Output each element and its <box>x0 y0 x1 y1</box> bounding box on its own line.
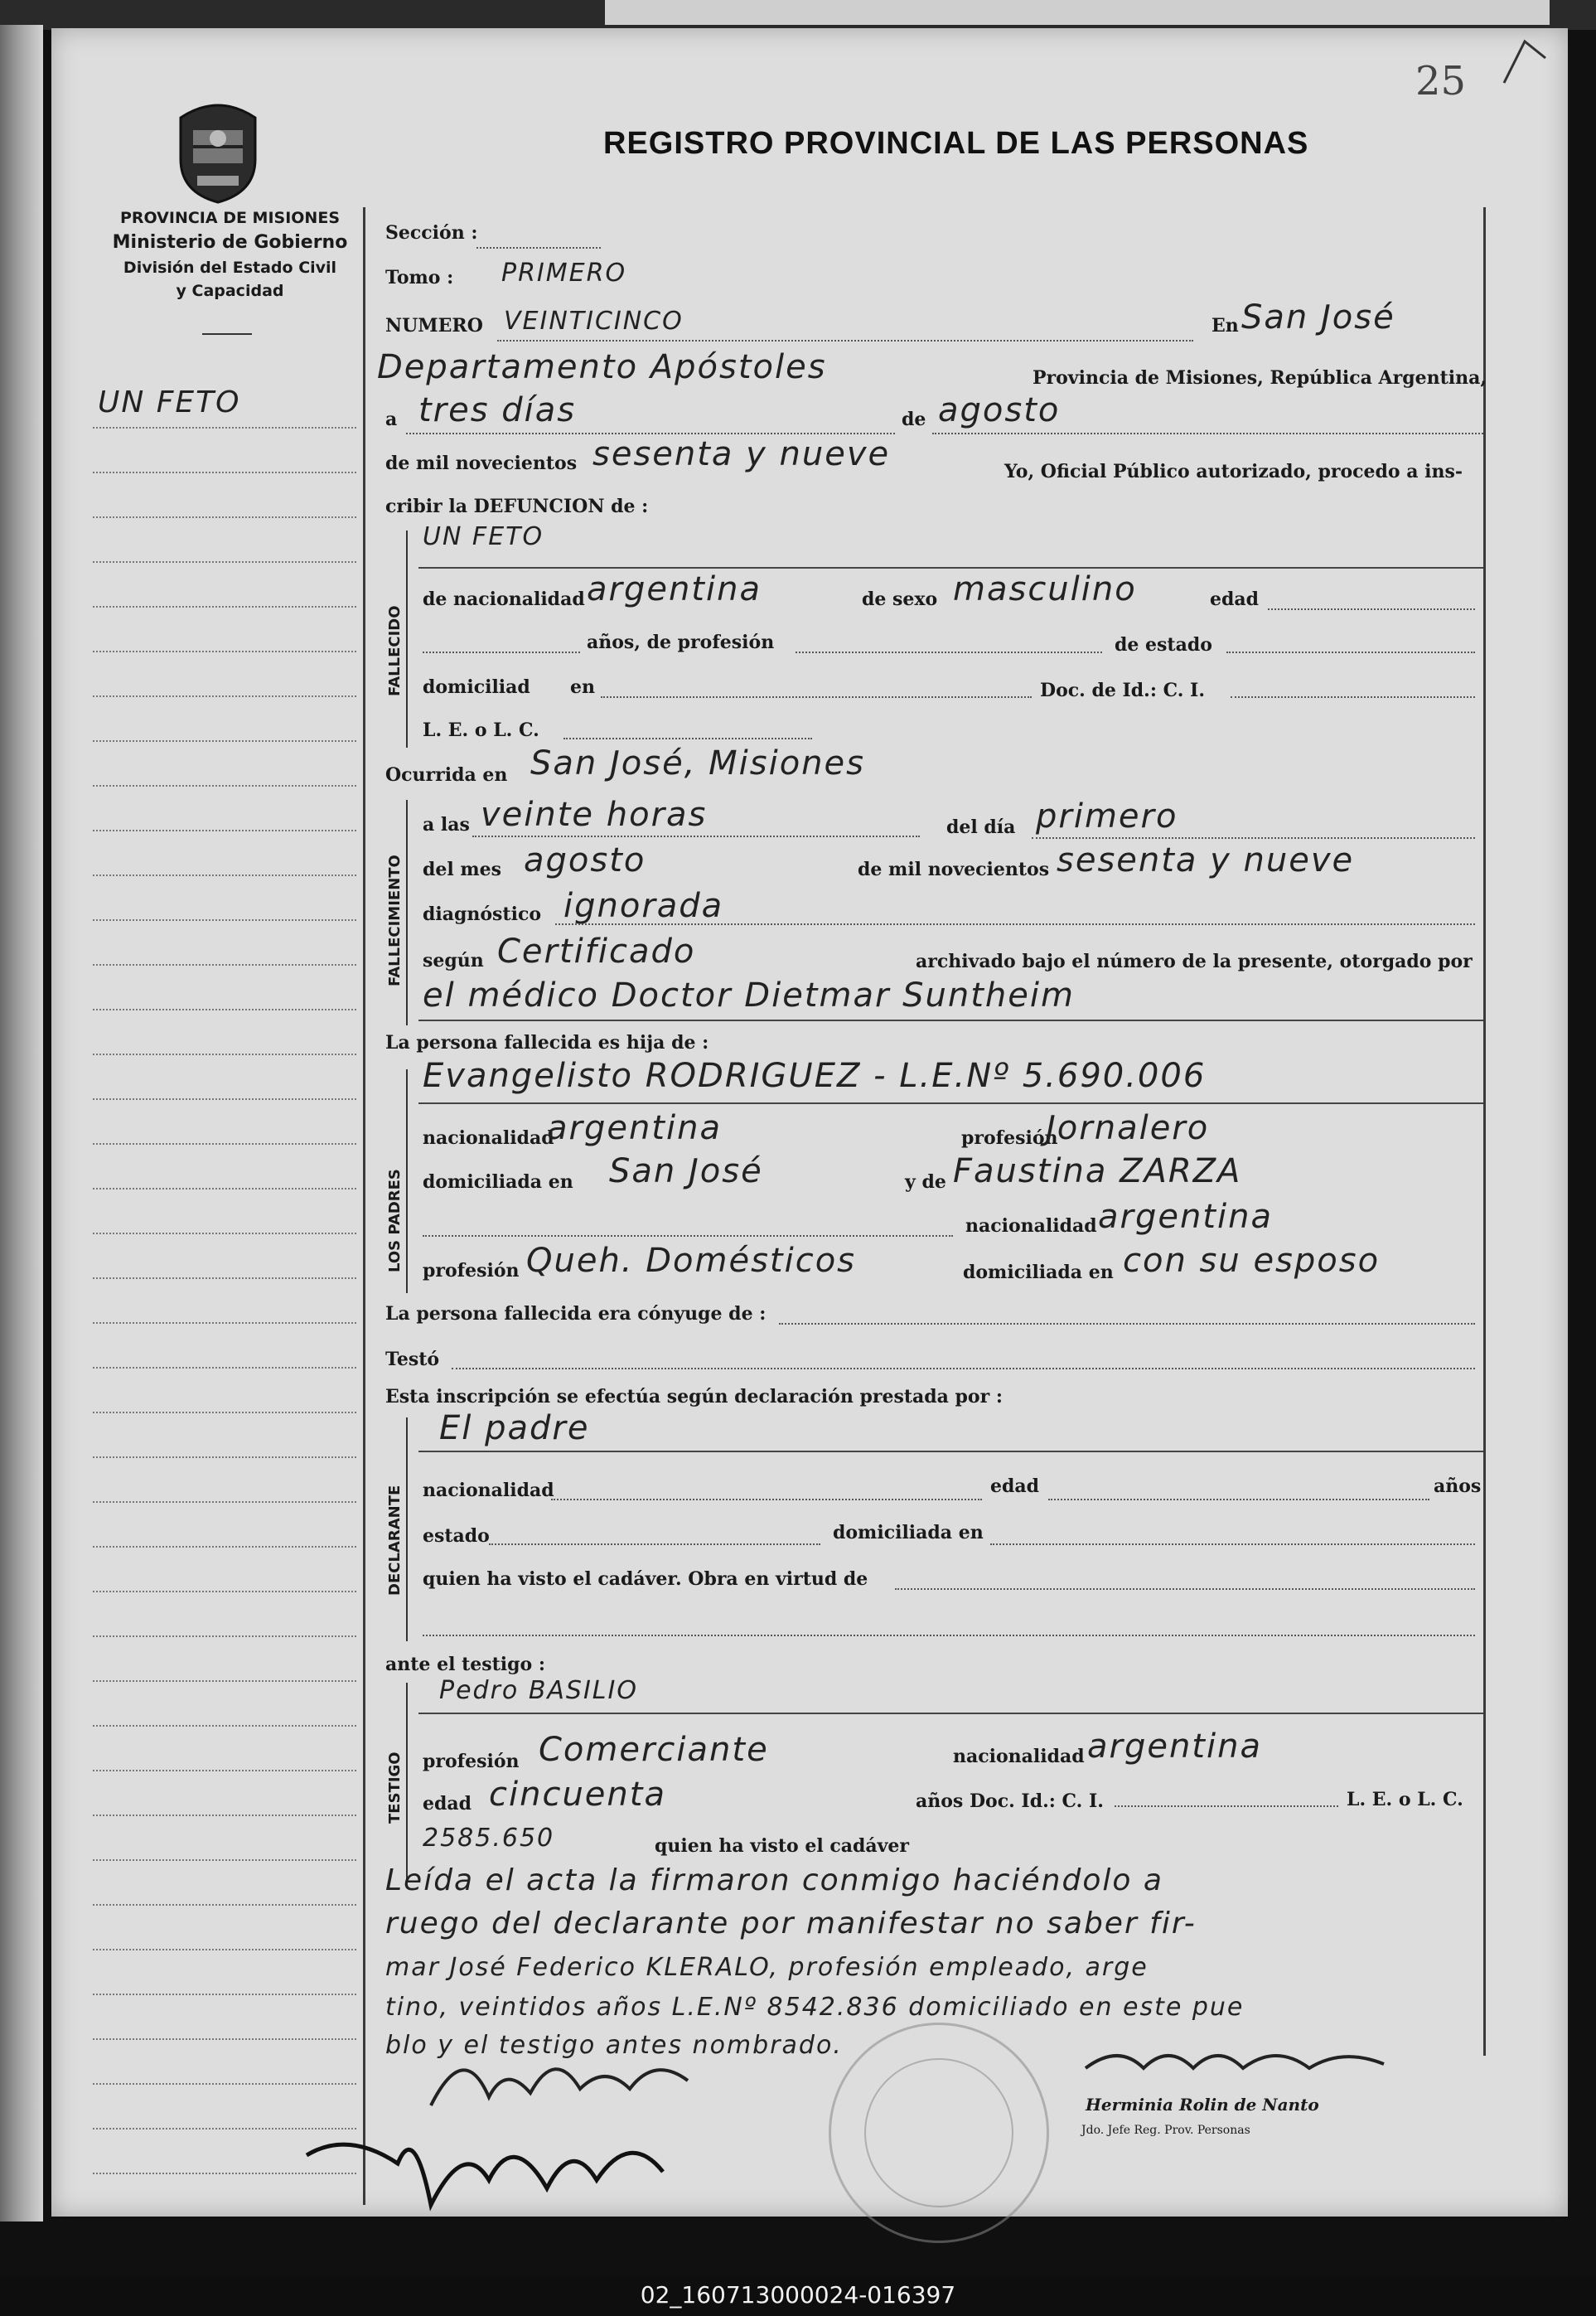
madre-profesion-label: profesión <box>423 1260 520 1282</box>
margin-rule <box>93 516 356 518</box>
agency-division: División del Estado Civil <box>123 259 337 277</box>
archivado-text: archivado bajo el número de la presente, otorgado por <box>916 951 1473 972</box>
oficial-text: Yo, Oficial Público autorizado, procedo a ins- <box>1004 461 1463 482</box>
testigo-doc-value: 2585.650 <box>423 1824 555 1853</box>
declarante-domicilio-label: domiciliada en <box>833 1522 984 1543</box>
medico-value: el médico Doctor Dietmar Suntheim <box>423 976 1075 1015</box>
margin-rule <box>93 1054 356 1055</box>
margin-rule <box>93 1635 356 1637</box>
agency-underline <box>202 333 252 335</box>
margin-rule <box>93 964 356 966</box>
testigo-nacionalidad-label: nacionalidad <box>953 1746 1085 1767</box>
margin-rule <box>93 1725 356 1727</box>
witness-signature <box>298 2105 729 2230</box>
fallecido-side-label: FALLECIDO <box>386 605 404 696</box>
margin-rule <box>93 1188 356 1189</box>
mes-fallecimiento-value: agosto <box>524 841 646 879</box>
testigo-profesion-label: profesión <box>423 1751 520 1772</box>
inscribir-text: cribir la DEFUNCION de : <box>385 496 649 517</box>
declarante-anios-label: años <box>1434 1475 1482 1497</box>
margin-rule <box>93 1456 356 1458</box>
closing-line-2: ruego del declarante por manifestar no saber fir- <box>385 1907 1197 1940</box>
declarante-edad-label: edad <box>990 1475 1040 1497</box>
conyuge-label: La persona fallecida era cónyuge de : <box>385 1303 767 1325</box>
del-mes-label: del mes <box>423 859 502 880</box>
madre-nacionalidad-label: nacionalidad <box>965 1215 1097 1237</box>
page-corner-icon <box>1500 33 1550 91</box>
ocurrida-value: San José, Misiones <box>530 744 865 782</box>
testigo-cadaver-label: quien ha visto el cadáver <box>655 1835 909 1857</box>
fallecido-le-label: L. E. o L. C. <box>423 720 539 741</box>
fallecido-nacionalidad-value: argentina <box>587 570 762 608</box>
segun-label: según <box>423 950 484 971</box>
margin-rule <box>93 606 356 608</box>
declarante-cadaver-label: quien ha visto el cadáver. Obra en virtud de <box>423 1568 868 1590</box>
hija-de-label: La persona fallecida es hija de : <box>385 1032 709 1054</box>
anio-fallecimiento-value: sesenta y nueve <box>1057 841 1355 879</box>
margin-rule <box>93 1770 356 1771</box>
margin-rule <box>93 1412 356 1413</box>
closing-line-3: mar José Federico KLERALO, profesión empleado, arge <box>385 1953 1149 1982</box>
anio-value: sesenta y nueve <box>592 435 891 473</box>
closing-line-5: blo y el testigo antes nombrado. <box>385 2031 843 2060</box>
segun-value: Certificado <box>497 933 696 971</box>
margin-rule <box>93 1904 356 1906</box>
fallecimiento-side-label: FALLECIMIENTO <box>386 855 404 986</box>
file-id: 02_160713000024-016397 <box>640 2281 956 2309</box>
fallecido-estado-label: de estado <box>1115 634 1212 656</box>
document-title: REGISTRO PROVINCIAL DE LAS PERSONAS <box>603 126 1309 161</box>
margin-note: UN FETO <box>98 385 241 419</box>
fallecido-anios-label: años, de profesión <box>587 632 775 653</box>
fallecido-nombre: UN FETO <box>423 522 544 551</box>
margin-rule <box>93 1546 356 1548</box>
padre-nacionalidad-value: argentina <box>547 1109 722 1147</box>
padres-side-label: LOS PADRES <box>386 1169 404 1272</box>
fallecido-sexo-value: masculino <box>953 570 1137 608</box>
testigo-side-label: TESTIGO <box>386 1752 404 1824</box>
fallecido-sexo-label: de sexo <box>862 589 938 610</box>
margin-rule <box>93 1143 356 1145</box>
testigo-edad-value: cincuenta <box>489 1776 666 1814</box>
declarante-nombre: El padre <box>439 1409 590 1447</box>
padre-nacionalidad-label: nacionalidad <box>423 1127 554 1149</box>
margin-rule <box>93 1098 356 1100</box>
del-dia-label: del día <box>946 816 1016 838</box>
page-number: 25 <box>1415 58 1467 104</box>
testo-label: Testó <box>385 1349 440 1370</box>
official-title: Jdo. Jefe Reg. Prov. Personas <box>1081 2124 1250 2137</box>
closing-line-1: Leída el acta la firmaron conmigo haciéndolo a <box>385 1863 1163 1897</box>
agency-ministry: Ministerio de Gobierno <box>112 232 348 253</box>
adjacent-page-edge <box>0 25 43 2222</box>
margin-rule <box>93 830 356 831</box>
madre-domicilio-label: domiciliada en <box>963 1262 1114 1283</box>
madre-domicilio-value: con su esposo <box>1123 1242 1381 1280</box>
tomo-label: Tomo : <box>385 267 454 288</box>
a-label: a <box>385 409 398 430</box>
seccion-label: Sección : <box>385 222 478 244</box>
tomo-value: PRIMERO <box>501 259 627 288</box>
dia-fallecimiento-value: primero <box>1036 797 1178 836</box>
fallecimiento-mil-label: de mil novecientos <box>858 859 1050 880</box>
padre-profesion-label: profesión <box>961 1127 1058 1149</box>
de-label: de <box>902 409 926 430</box>
margin-rule <box>93 561 356 563</box>
official-signature <box>1077 2035 1392 2093</box>
fallecido-doc-label: Doc. de Id.: C. I. <box>1040 680 1206 701</box>
margin-rule <box>93 695 356 697</box>
margin-rule <box>93 1949 356 1950</box>
closing-line-4: tino, veintidos años L.E.Nº 8542.836 domiciliado en este pue <box>385 1993 1245 2022</box>
margin-rule <box>93 1009 356 1010</box>
madre-nombre: Faustina ZARZA <box>953 1152 1242 1190</box>
testigo-le-label: L. E. o L. C. <box>1347 1789 1463 1810</box>
margin-rule <box>93 1815 356 1816</box>
agency-province: PROVINCIA DE MISIONES <box>119 209 341 227</box>
right-border <box>1483 207 1486 2056</box>
mil-label: de mil novecientos <box>385 453 578 474</box>
margin-rule <box>93 1233 356 1234</box>
testigo-anios-doc-label: años Doc. Id.: C. I. <box>916 1790 1104 1812</box>
margin-rule <box>93 472 356 473</box>
diagnostico-value: ignorada <box>563 887 724 925</box>
declarante-side-label: DECLARANTE <box>386 1485 404 1596</box>
fallecido-domicilio-label: domiciliad <box>423 676 530 698</box>
margin-rule <box>93 1277 356 1279</box>
numero-label: NUMERO <box>385 315 483 337</box>
padre-domicilio-label: domiciliada en <box>423 1171 573 1193</box>
hora-value: veinte horas <box>481 796 708 834</box>
agency-capacity: y Capacidad <box>176 282 284 300</box>
margin-rule <box>93 2038 356 2040</box>
y-de-label: y de <box>905 1171 946 1193</box>
padre-domicilio-value: San José <box>609 1152 763 1190</box>
official-seal-icon <box>829 2023 1049 2243</box>
testigo-profesion-value: Comerciante <box>539 1731 769 1769</box>
diagnostico-label: diagnóstico <box>423 904 542 925</box>
fallecido-en-label: en <box>570 676 595 698</box>
official-name: Herminia Rolin de Nanto <box>1086 2095 1319 2115</box>
margin-rule <box>93 2083 356 2085</box>
provincia-text: Provincia de Misiones, República Argentina, <box>1033 367 1487 389</box>
column-divider <box>363 207 365 2205</box>
departamento-value: Departamento Apóstoles <box>377 348 827 386</box>
top-strip <box>0 0 1596 30</box>
dia-value: tres días <box>418 391 577 429</box>
coat-of-arms-icon <box>172 93 264 205</box>
en-value: San José <box>1241 298 1395 337</box>
fallecido-nacionalidad-label: de nacionalidad <box>423 589 585 610</box>
margin-rule <box>93 427 356 429</box>
ocurrida-label: Ocurrida en <box>385 764 508 786</box>
margin-rule <box>93 1591 356 1592</box>
madre-profesion-value: Queh. Domésticos <box>526 1242 857 1280</box>
margin-rule <box>93 651 356 652</box>
margin-rule <box>93 1322 356 1324</box>
declarante-nacionalidad-label: nacionalidad <box>423 1480 554 1501</box>
testigo-nacionalidad-value: argentina <box>1087 1727 1262 1766</box>
en-label: En <box>1212 315 1239 337</box>
testigo-ante-label: ante el testigo : <box>385 1654 545 1675</box>
margin-rule <box>93 1994 356 1995</box>
margin-rule <box>93 875 356 876</box>
margin-rule <box>93 1680 356 1682</box>
testigo-nombre: Pedro BASILIO <box>439 1676 638 1705</box>
margin-rule <box>93 1367 356 1369</box>
numero-value: VEINTICINCO <box>504 307 684 336</box>
declaracion-label: Esta inscripción se efectúa según declaración prestada por : <box>385 1386 1003 1408</box>
margin-rule <box>93 919 356 921</box>
mes-value: agosto <box>938 391 1061 429</box>
margin-rule <box>93 785 356 787</box>
declarante-estado-label: estado <box>423 1525 490 1547</box>
a-las-label: a las <box>423 814 470 836</box>
madre-nacionalidad-value: argentina <box>1098 1198 1273 1236</box>
padre-profesion-value: Jornalero <box>1046 1109 1210 1147</box>
padre-nombre: Evangelisto RODRIGUEZ - L.E.Nº 5.690.006 <box>423 1057 1207 1095</box>
margin-rule <box>93 1501 356 1503</box>
margin-rule <box>93 1859 356 1861</box>
fallecido-edad-label: edad <box>1210 589 1260 610</box>
testigo-edad-label: edad <box>423 1793 472 1815</box>
margin-rule <box>93 740 356 742</box>
